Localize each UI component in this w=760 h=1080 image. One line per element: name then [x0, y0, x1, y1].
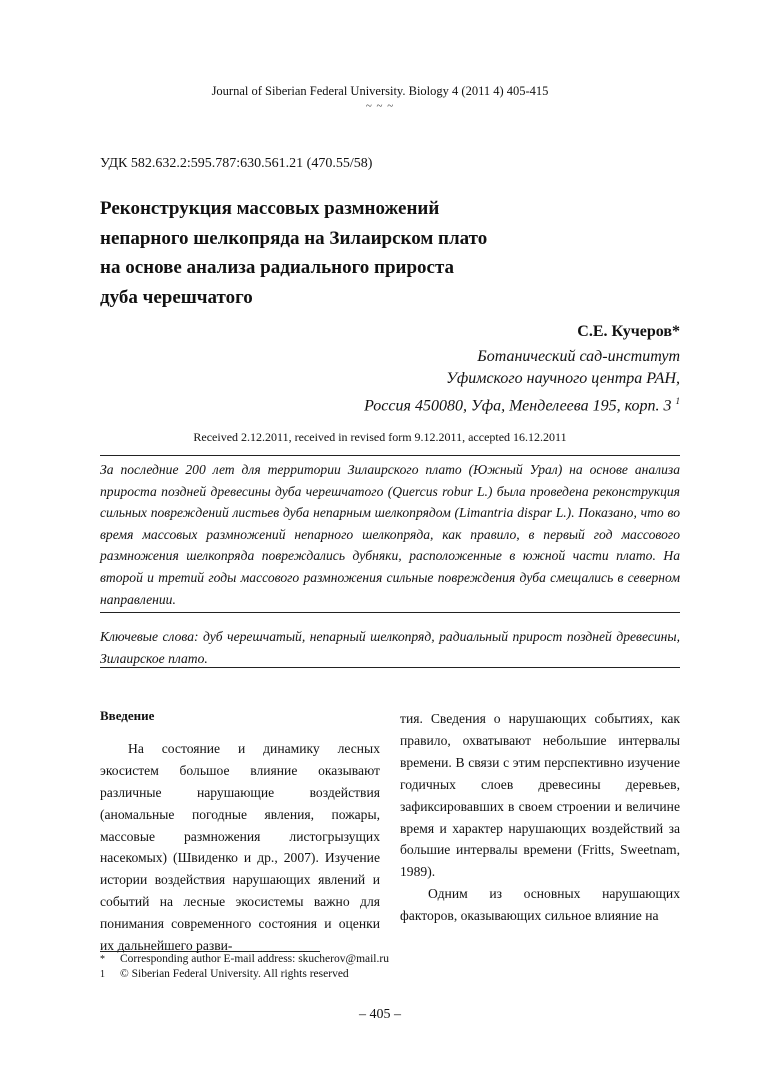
footnote-text: Corresponding author E-mail address: skucherov@mail.ru [120, 953, 389, 965]
abstract-bottom-rule [100, 612, 680, 613]
affiliation-address: Россия 450080, Уфа, Менделеева 195, корп. 3 [364, 397, 672, 415]
udk-code: УДК 582.632.2:595.787:630.561.21 (470.55/58) [100, 156, 373, 171]
footnote-mark: * [100, 954, 105, 965]
body-paragraph: На состояние и динамику лесных экосистем большое влияние оказывают различные нарушающие воздействия (аномальные погодные явления, пожары, массовые размножения листогрызущих насекомых) (Швиденко и др., 2007). Изучение истории воздействия нарушающих явлений и событий на лесные экосистемы важно для понимания современного состояния и оценки их дальнейшего разви- [100, 740, 380, 954]
footnote-text: © Siberian Federal University. All rights reserved [120, 968, 349, 980]
title-line: дуба черешчатого [100, 286, 253, 308]
footnote [100, 953, 389, 965]
footnote [100, 968, 349, 980]
footnote-rule [100, 951, 320, 952]
author-affiliation [364, 346, 680, 417]
right-column [400, 708, 680, 927]
title-line: непарного шелкопряда на Зилаирском плато [100, 227, 488, 249]
affiliation-line [364, 390, 680, 417]
affiliation-line: Уфимского научного центра РАН, [446, 370, 680, 387]
body-paragraph: Одним из основных нарушающих факторов, оказывающих сильное влияние на [400, 886, 680, 924]
title-line: Реконструкция массовых размножений [100, 198, 440, 219]
left-column [100, 705, 380, 957]
keywords-bottom-rule [100, 667, 680, 668]
abstract-top-rule [100, 455, 680, 456]
article-title [100, 194, 570, 312]
received-dates: Received 2.12.2011, received in revised form 9.12.2011, accepted 16.12.2011 [193, 430, 567, 444]
header-ornament: ~ ~ ~ [365, 100, 395, 112]
journal-header: Journal of Siberian Federal University. Biology 4 (2011 4) 405-415 [211, 84, 549, 98]
body-paragraph: тия. Сведения о нарушающих событиях, как правило, охватывают небольшие интервалы времени. В связи с этим перспективно изучение годичных слоев древесины деревьев, зафиксировавших в своем строении и величине время и характер нарушающих воздействий за большие интервалы времени (Fritts, Sweetnam, 1989). [400, 711, 680, 880]
keywords: Ключевые слова: дуб черешчатый, непарный шелкопряд, радиальный прирост поздней древесины, Зилаирское плато. [100, 629, 680, 666]
page-number: – 405 – [359, 1007, 401, 1022]
title-line: на основе анализа радиального прироста [100, 257, 455, 278]
affiliation-line: Ботанический сад-институт [477, 348, 680, 365]
author-name: С.Е. Кучеров* [577, 323, 680, 340]
footnote-mark: 1 [100, 969, 105, 980]
abstract: За последние 200 лет для территории Зилаирского плато (Южный Урал) на основе анализа прироста поздней древесины дуба черешчатого (Quercus robur L.) была проведена реконструкция сильных повреждений листьев дуба непарным шелкопрядом (Limantria dispar L.). Показано, что во время массовых размножений непарного шелкопряда, как правило, в первый год массового размножения шелкопряда повреждались дубняки, расположенные в южной части плато. На второй и третий годы массового размножения сильные повреждения дуба смещались в северном направлении. [100, 462, 680, 607]
affiliation-footnote-mark: 1 [675, 396, 680, 406]
section-heading: Введение [100, 708, 155, 723]
